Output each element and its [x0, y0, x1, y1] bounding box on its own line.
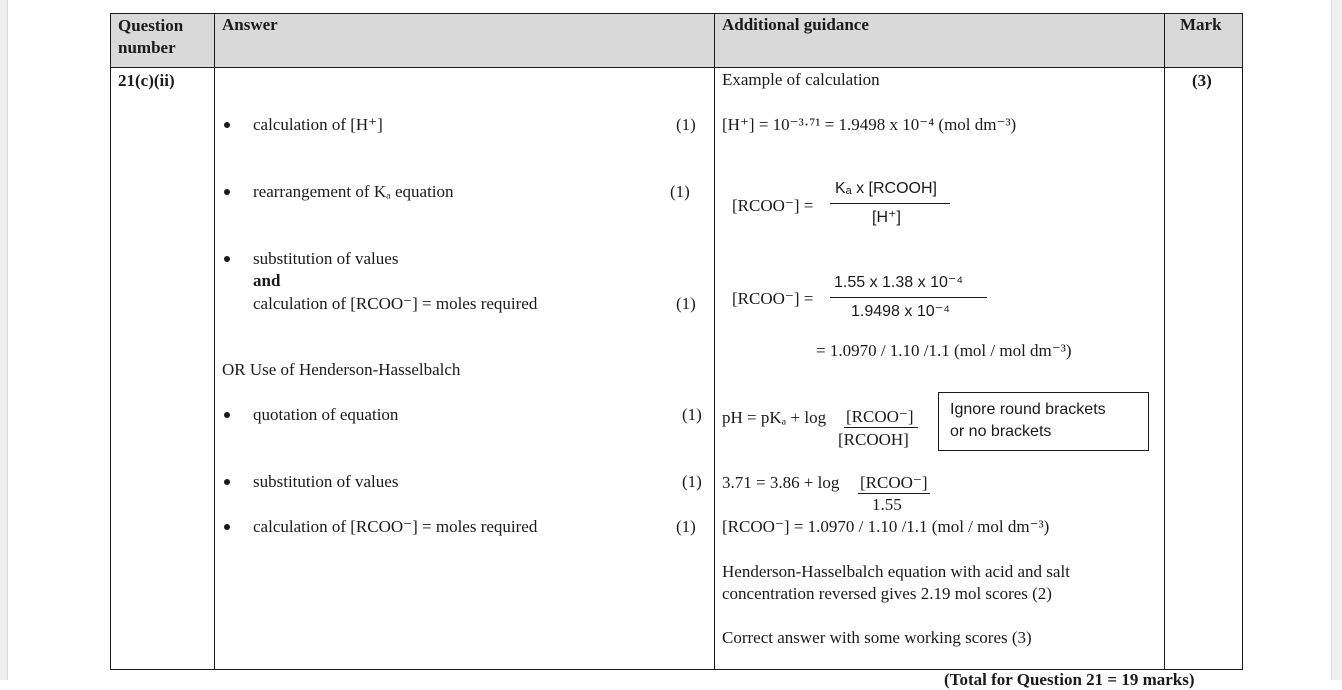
- table-top-border: [110, 13, 1243, 14]
- bullet-icon: [224, 189, 230, 195]
- fraction-bar: [844, 427, 918, 428]
- rearrangement-lhs: [RCOO⁻] =: [732, 196, 814, 215]
- hh-substitution-numerator: [RCOO⁻]: [860, 473, 928, 492]
- bullet-icon: [224, 412, 230, 418]
- col-border-qnum: [214, 13, 215, 670]
- fraction-bar: [830, 297, 987, 298]
- substitution-denominator: 1.9498 x 10⁻⁴: [851, 303, 950, 320]
- answer-point-4: quotation of equation: [253, 405, 399, 424]
- answer-point-3: substitution of values: [253, 249, 399, 268]
- ignore-note-line-2: or no brackets: [950, 423, 1052, 440]
- rearrangement-numerator: Kₐ x [RCOOH]: [835, 180, 937, 197]
- answer-point-1-mark: (1): [676, 115, 696, 134]
- hh-equation-denominator: [RCOOH]: [838, 430, 909, 449]
- hh-substitution-denominator: 1.55: [872, 495, 902, 514]
- row-total-mark: (3): [1192, 71, 1212, 90]
- answer-point-6-mark: (1): [676, 517, 696, 536]
- bullet-icon: [224, 122, 230, 128]
- bullet-icon: [224, 479, 230, 485]
- answer-point-5: substitution of values: [253, 472, 399, 491]
- substitution-numerator: 1.55 x 1.38 x 10⁻⁴: [834, 274, 964, 291]
- hh-result: [RCOO⁻] = 1.0970 / 1.10 /1.1 (mol / mol dm⁻³): [722, 517, 1050, 536]
- answer-point-3-mark: (1): [676, 294, 696, 313]
- header-answer: Answer: [222, 15, 278, 34]
- bullet-icon: [224, 256, 230, 262]
- reversed-note-line-1: Henderson-Hasselbalch equation with acid and salt: [722, 562, 1070, 581]
- substitution-lhs: [RCOO⁻] =: [732, 289, 814, 308]
- ignore-brackets-note: [938, 392, 1149, 451]
- question-id: 21(c)(ii): [118, 71, 175, 90]
- reversed-note-line-2: concentration reversed gives 2.19 mol scores (2): [722, 584, 1052, 603]
- answer-point-4-mark: (1): [682, 405, 702, 424]
- answer-point-1: calculation of [H⁺]: [253, 115, 383, 134]
- answer-point-6: calculation of [RCOO⁻] = moles required: [253, 517, 538, 536]
- header-question-number: Question number: [118, 16, 184, 57]
- answer-point-3-cont: calculation of [RCOO⁻] = moles required: [253, 294, 538, 313]
- fraction-bar: [858, 493, 930, 494]
- hh-substitution-lhs: 3.71 = 3.86 + log: [722, 473, 840, 492]
- col-border-answer: [714, 13, 715, 670]
- answer-point-2: rearrangement of Kₐ equation: [253, 182, 454, 201]
- guidance-h-calculation: [H⁺] = 10⁻³·⁷¹ = 1.9498 x 10⁻⁴ (mol dm⁻³): [722, 115, 1017, 134]
- bullet-icon: [224, 524, 230, 530]
- question-total: (Total for Question 21 = 19 marks): [944, 670, 1195, 689]
- working-note: Correct answer with some working scores (3): [722, 628, 1032, 647]
- header-row-background: [111, 14, 1242, 67]
- answer-point-3-conj: and: [253, 271, 281, 290]
- or-heading: OR Use of Henderson-Hasselbalch: [222, 360, 461, 379]
- rearrangement-denominator: [H⁺]: [872, 209, 901, 226]
- col-border-guidance: [1164, 13, 1165, 670]
- answer-point-5-mark: (1): [682, 472, 702, 491]
- col-border-right: [1242, 13, 1243, 670]
- guidance-example-title: Example of calculation: [722, 70, 880, 89]
- fraction-bar: [830, 203, 950, 204]
- substitution-result: = 1.0970 / 1.10 /1.1 (mol / mol dm⁻³): [816, 341, 1072, 360]
- hh-equation-lhs: pH = pKₐ + log: [722, 408, 827, 427]
- answer-point-2-mark: (1): [670, 182, 690, 201]
- header-mark: Mark: [1180, 15, 1222, 34]
- hh-equation-numerator: [RCOO⁻]: [846, 407, 914, 426]
- ignore-note-line-1: Ignore round brackets: [950, 401, 1106, 418]
- header-additional-guidance: Additional guidance: [722, 15, 869, 34]
- col-border-left: [110, 13, 111, 670]
- header-bottom-border: [110, 67, 1243, 68]
